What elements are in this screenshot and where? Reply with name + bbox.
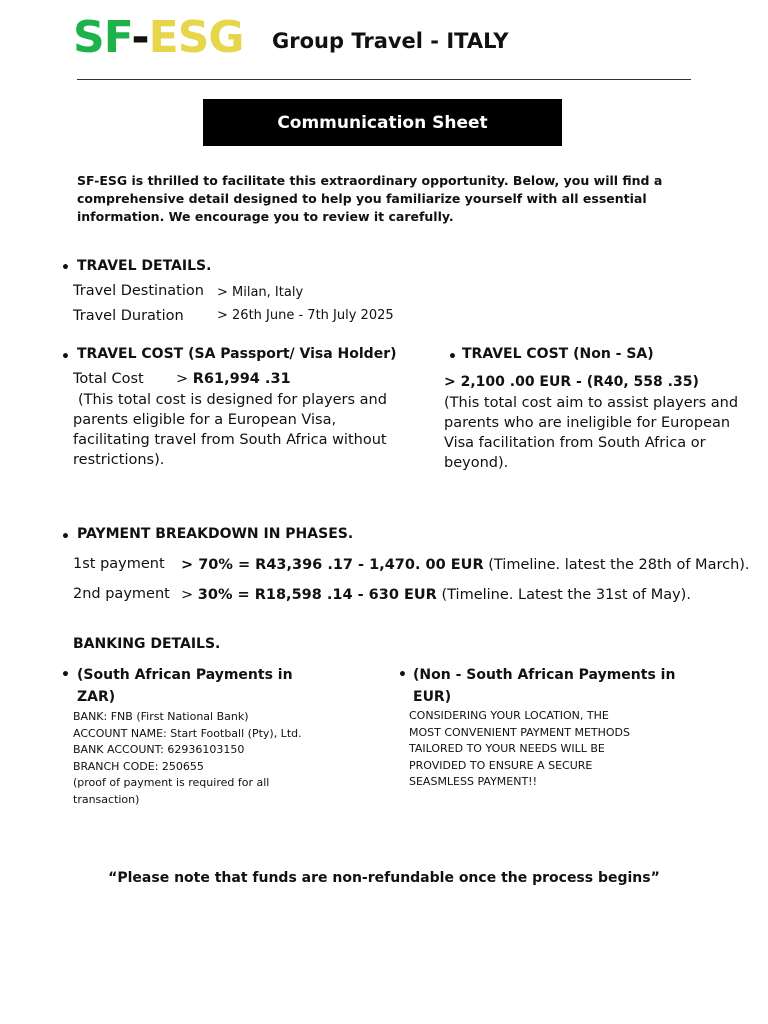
non-sa-payment-info xyxy=(409,708,630,791)
logo-dash: - xyxy=(131,12,149,63)
non-sa-payments-heading xyxy=(413,664,675,708)
page-title: Group Travel - ITALY xyxy=(272,29,509,53)
account-name: ACCOUNT NAME: Start Football (Pty), Ltd. xyxy=(73,726,302,740)
travel-cost-non-sa-description: (This total cost aim to assist players and parents who are ineligible for European Visa facilitation from South Africa or beyond). xyxy=(444,395,739,471)
non-sa-payments-heading-line1: (Non - South African Payments in xyxy=(413,667,676,683)
brand-logo xyxy=(73,12,244,64)
non-refundable-note: “Please note that funds are non-refundable once the process begins” xyxy=(108,870,660,886)
non-sa-payments-heading-line2: EUR) xyxy=(413,689,452,705)
header-divider xyxy=(77,79,691,80)
banner-label: Communication Sheet xyxy=(277,112,488,133)
logo-esg: ESG xyxy=(148,12,244,63)
travel-destination-label: Travel Destination xyxy=(73,283,204,299)
second-payment-timeline: (Timeline. Latest the 31st of May). xyxy=(441,587,691,603)
second-payment-line xyxy=(181,587,691,603)
bullet-icon: • xyxy=(61,529,70,545)
bank-account: BANK ACCOUNT: 62936103150 xyxy=(73,743,245,756)
sa-payments-heading xyxy=(77,664,293,708)
first-payment-label: 1st payment xyxy=(73,556,165,572)
sa-payments-heading-line2: ZAR) xyxy=(77,689,116,705)
non-sa-info-line: SEASMLESS PAYMENT!! xyxy=(409,775,537,788)
sa-bank-details xyxy=(73,709,302,808)
bullet-icon: • xyxy=(61,667,70,683)
first-payment-amount: > 70% = R43,396 .17 - 1,470. 00 EUR xyxy=(181,557,484,573)
bullet-icon: • xyxy=(448,349,457,365)
travel-duration-label: Travel Duration xyxy=(73,308,184,324)
logo-sf: SF xyxy=(73,12,132,63)
payment-breakdown-heading: PAYMENT BREAKDOWN IN PHASES. xyxy=(77,526,354,542)
communication-sheet-banner xyxy=(203,99,562,146)
first-payment-line xyxy=(181,557,750,573)
total-cost-prefix xyxy=(176,371,291,387)
non-sa-info-line: MOST CONVENIENT PAYMENT METHODS xyxy=(409,725,631,739)
non-sa-info-line: TAILORED TO YOUR NEEDS WILL BE xyxy=(409,742,605,755)
bullet-icon: • xyxy=(398,667,407,683)
total-cost-label: Total Cost xyxy=(73,371,144,387)
bullet-icon: • xyxy=(61,260,70,276)
proof-note-line1: (proof of payment is required for all xyxy=(73,776,270,789)
proof-note-line2: transaction) xyxy=(73,792,140,806)
travel-cost-sa-heading: TRAVEL COST (SA Passport/ Visa Holder) xyxy=(77,346,397,362)
second-payment-amount: 30% = R18,598 .14 - 630 EUR xyxy=(197,587,437,603)
second-payment-label: 2nd payment xyxy=(73,586,170,602)
travel-destination-value: > Milan, Italy xyxy=(217,285,304,300)
travel-duration-value: > 26th June - 7th July 2025 xyxy=(217,308,394,323)
total-cost-arrow: > xyxy=(176,371,189,387)
non-sa-info-line: PROVIDED TO ENSURE A SECURE xyxy=(409,758,593,772)
second-payment-arrow: > xyxy=(181,587,194,603)
travel-cost-non-sa-heading: TRAVEL COST (Non - SA) xyxy=(462,346,654,362)
first-payment-timeline: (Timeline. latest the 28th of March). xyxy=(488,557,750,573)
travel-cost-sa-description: (This total cost is designed for players and parents eligible for a European Visa, facilitating travel from South Africa without restrictions). xyxy=(73,392,387,468)
sa-payments-heading-line1: (South African Payments in xyxy=(77,667,293,683)
branch-code: BRANCH CODE: 250655 xyxy=(73,759,204,773)
non-sa-info-line: CONSIDERING YOUR LOCATION, THE xyxy=(409,709,609,722)
bullet-icon: • xyxy=(61,349,70,365)
travel-details-heading: TRAVEL DETAILS. xyxy=(77,258,212,274)
intro-paragraph: SF-ESG is thrilled to facilitate this extraordinary opportunity. Below, you will find a comprehensive detail designed to help you familiarize yourself with all essential information. We encourage you to review it carefully. xyxy=(77,173,663,224)
travel-cost-non-sa-amount: > 2,100 .00 EUR - (R40, 558 .35) xyxy=(444,374,699,390)
total-cost-value: R61,994 .31 xyxy=(192,371,291,387)
banking-details-heading: BANKING DETAILS. xyxy=(73,636,221,652)
bank-name: BANK: FNB (First National Bank) xyxy=(73,710,249,723)
